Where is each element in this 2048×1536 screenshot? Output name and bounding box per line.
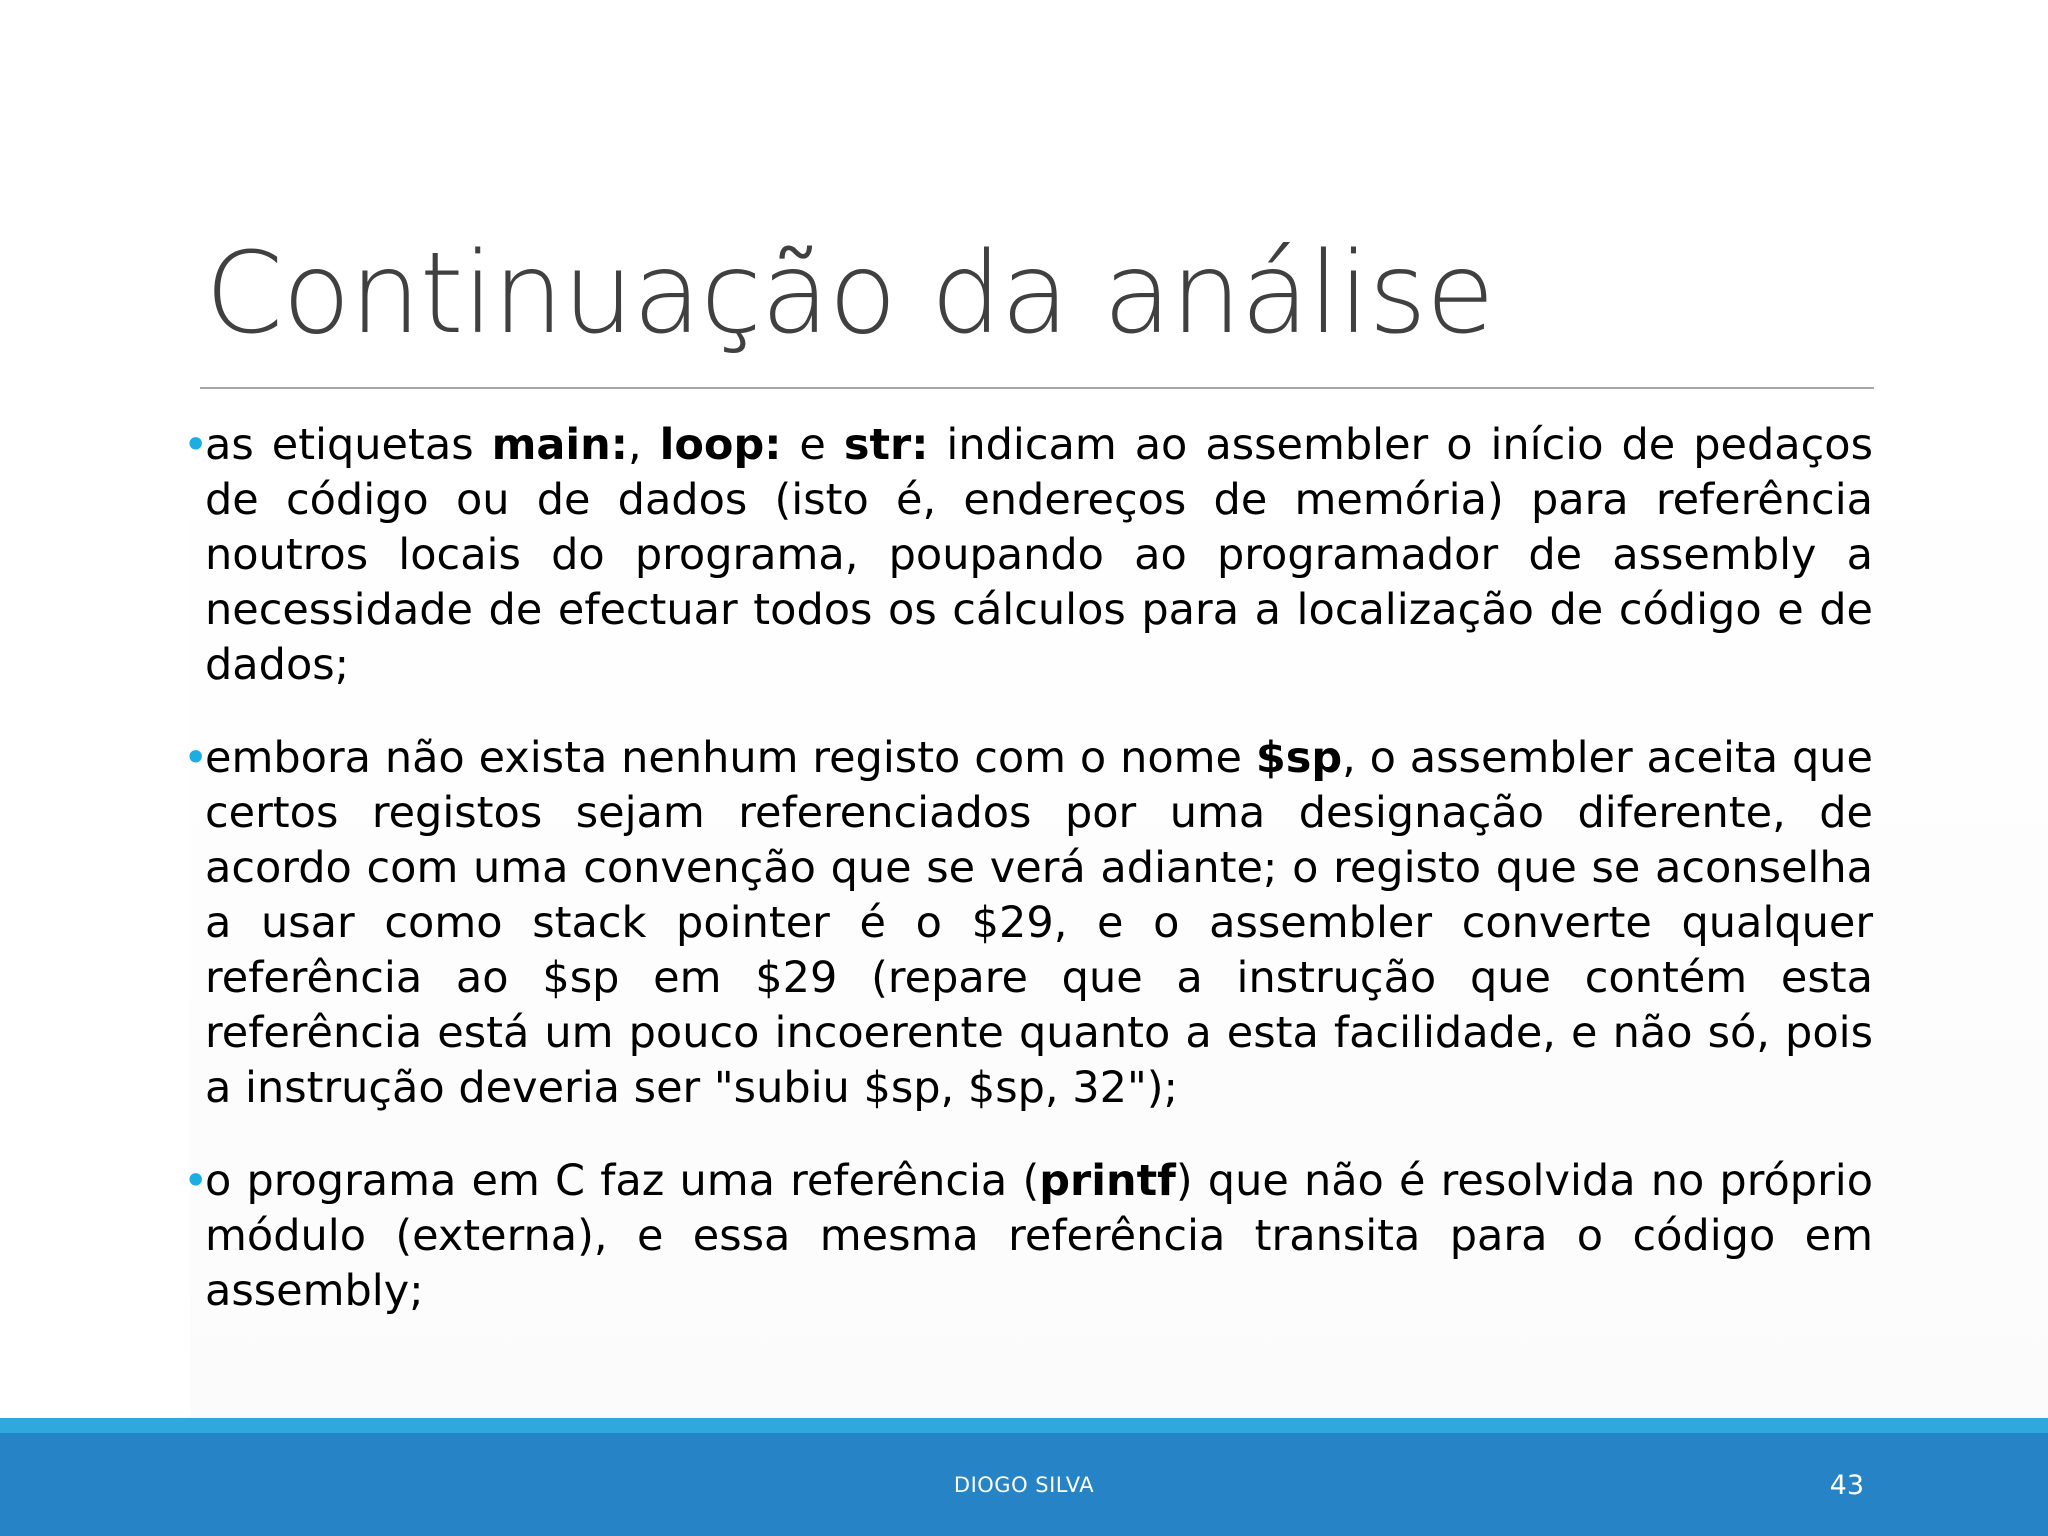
bullet-marker: • xyxy=(183,1156,209,1206)
bold-term-printf: printf xyxy=(1039,1156,1176,1206)
bullet-text: , o assembler aceita que certos registos sejam referenciados por uma designação diferente, de acordo com uma convenção que se verá adiante; o registo que se aconselha a usar como stack pointer é o $29, e o assembler converte qualquer referência ao $sp em $29 (repare que a instrução que contém esta referência está um pouco incoerente quanto a esta facilidade, e não só, pois a instrução deveria ser "subiu $sp, $sp, 32"); xyxy=(205,733,1873,1113)
bullet-item-stack-pointer xyxy=(183,731,1873,1116)
footer-author: DIOGO SILVA xyxy=(953,1473,1095,1497)
page-number: 43 xyxy=(1829,1470,1864,1501)
bullet-marker: • xyxy=(183,420,209,470)
bold-term-str: str: xyxy=(843,420,929,470)
bullet-text: embora não exista nenhum registo com o nome xyxy=(205,733,1256,783)
bullet-text: ) que não é resolvida no próprio módulo (externa), e essa mesma referência transita para o código em assembly; xyxy=(205,1156,1873,1316)
bold-term-main: main: xyxy=(491,420,628,470)
bullet-text: , xyxy=(627,420,660,470)
bullet-text: indicam ao assembler o início de pedaços de código ou de dados (isto é, endereços de memória) para referência noutros locais do programa, poupando ao programador de assembly a necessidade de efectuar todos os cálculos para a localização de código e de dados; xyxy=(205,420,1873,690)
bullet-list xyxy=(183,418,1873,1357)
slide-title: Continuação da análise xyxy=(205,229,1494,359)
bullet-text: o programa em C faz uma referência ( xyxy=(205,1156,1040,1206)
bullet-item-external-reference xyxy=(183,1154,1873,1319)
bold-term-loop: loop: xyxy=(659,420,782,470)
bullet-item-labels xyxy=(183,418,1873,693)
bold-term-sp: $sp xyxy=(1255,733,1343,783)
bullet-marker: • xyxy=(183,733,209,783)
footer-accent-stripe xyxy=(0,1418,2048,1433)
bullet-text: e xyxy=(781,420,844,470)
bullet-text: as etiquetas xyxy=(205,420,492,470)
title-divider xyxy=(200,387,1874,389)
